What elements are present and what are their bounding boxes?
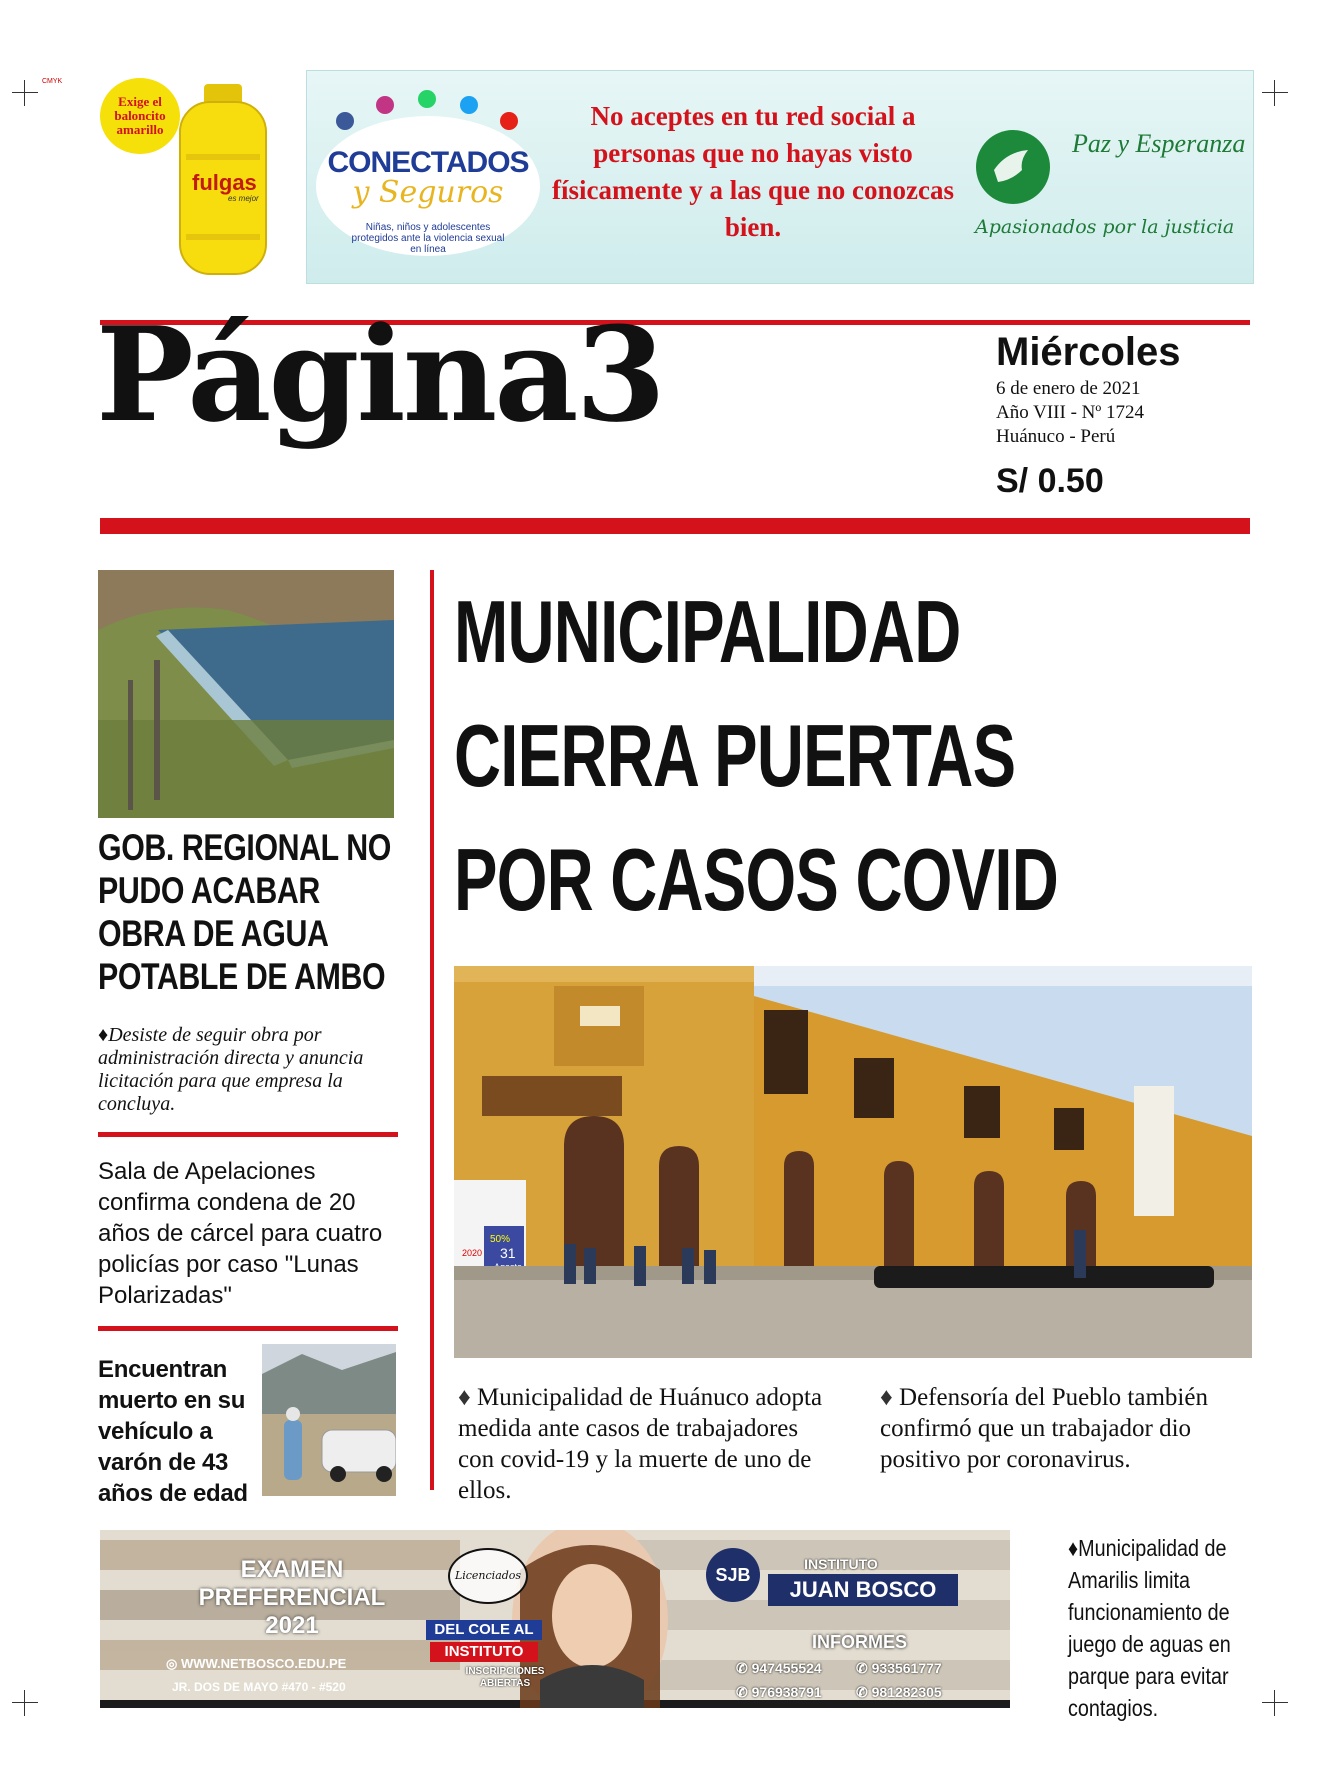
institute-name: JUAN BOSCO: [768, 1574, 958, 1606]
campaign-message: No aceptes en tu red social a personas que no hayas visto físicamente y a las que no conozcas bien.: [552, 101, 954, 242]
phone-number[interactable]: [736, 1656, 856, 1680]
column-rule: [430, 570, 434, 1490]
institute-label: INSTITUTO: [804, 1556, 878, 1572]
twitter-icon: [460, 96, 478, 114]
info-label: INFORMES: [812, 1632, 908, 1652]
issue-location: Huánuco - Perú: [996, 426, 1116, 447]
institute-logo-icon: SJB: [706, 1548, 760, 1602]
main-bullet-text: Defensoría del Pueblo también confirmó que un trabajador dio positivo por coronavirus.: [880, 1384, 1208, 1473]
facebook-icon: [336, 112, 354, 130]
story-teaser[interactable]: Sala de Apelaciones confirma condena de 20 años de cárcel para cuatro policías por caso "Lunas Polarizadas": [98, 1158, 383, 1309]
water-reservoir-photo[interactable]: [98, 570, 394, 818]
newspaper-title[interactable]: Página3: [96, 298, 663, 451]
issue-price: S/ 0.50: [996, 462, 1104, 500]
phone-number[interactable]: [736, 1680, 856, 1704]
gas-brand: fulgas: [192, 170, 257, 195]
address: JR. DOS DE MAYO #470 - #520: [172, 1680, 346, 1694]
whatsapp-icon: ✆: [736, 1684, 752, 1700]
crop-mark: [1262, 80, 1288, 106]
story-headline[interactable]: GOB. REGIONAL NO PUDO ACABAR OBRA DE AGUA POTABLE DE AMBO: [98, 827, 391, 997]
exam-line: 2021: [265, 1612, 319, 1639]
section-divider: [98, 1326, 398, 1331]
sign-date: 31: [500, 1245, 516, 1261]
campaign-logo: [316, 78, 540, 274]
phone-number-text: 933561777: [871, 1660, 942, 1676]
masthead-rule-bottom: [100, 518, 1250, 534]
exam-title: [192, 1556, 392, 1640]
vehicle-photo[interactable]: [262, 1344, 396, 1496]
enroll-text: INSCRIPCIONES ABIERTAS: [465, 1666, 545, 1689]
institute-ad[interactable]: [100, 1530, 1010, 1708]
dove-icon: [976, 130, 1050, 204]
issue-edition: Año VIII - Nº 1724: [996, 402, 1145, 423]
issue-date: 6 de enero de 2021: [996, 378, 1141, 399]
gas-slogan: es mejor: [228, 194, 259, 203]
municipal-building-photo[interactable]: [454, 966, 1252, 1358]
sign-year: 2020: [462, 1248, 483, 1258]
phone-number[interactable]: [856, 1656, 966, 1680]
phone-number-text: 947455524: [751, 1660, 822, 1676]
instagram-icon: [376, 96, 394, 114]
crop-mark: [12, 1690, 38, 1716]
story-teaser[interactable]: Encuentran muerto en su vehículo a varón de 43 años de edad: [98, 1356, 248, 1507]
main-bullet-text: Municipalidad de Huánuco adopta medida ante casos de trabajadores con covid-19 y la muerte de uno de ellos.: [458, 1384, 823, 1504]
phone-number-text: 976938791: [751, 1684, 822, 1700]
licensed-badge: Licenciados: [448, 1548, 528, 1604]
crop-mark: [12, 80, 38, 106]
website-link[interactable]: [166, 1656, 346, 1672]
promo-line: DEL COLE AL: [426, 1620, 542, 1640]
phone-list: [736, 1656, 976, 1704]
exam-line: EXAMEN: [240, 1556, 344, 1583]
side-bullet-story[interactable]: ♦Municipalidad de Amarilis limita funcionamiento de juego de aguas en parque para evitar contagios.: [1068, 1535, 1231, 1721]
main-bullet: [880, 1382, 1250, 1475]
print-color-mark: CMYK: [42, 78, 63, 85]
gas-ad[interactable]: [100, 78, 280, 282]
youtube-icon: [500, 112, 518, 130]
campaign-subtitle: Niñas, niños y adolescentes protegidos ante la violencia sexual en línea: [351, 222, 505, 255]
promo-line: INSTITUTO: [430, 1642, 538, 1662]
campaign-title: CONECTADOS: [327, 146, 529, 179]
main-headline-line: MUNICIPALIDAD: [454, 582, 961, 681]
whatsapp-icon: ✆: [736, 1660, 752, 1676]
whatsapp-icon: ✆: [856, 1660, 872, 1676]
gas-bubble: Exige el baloncito amarillo: [100, 78, 180, 154]
phone-number-text: 981282305: [871, 1684, 942, 1700]
bullet-diamond: ♦: [458, 1384, 471, 1411]
bullet-diamond: ♦: [880, 1384, 893, 1411]
section-divider: [98, 1132, 398, 1137]
issue-day: Miércoles: [996, 330, 1181, 374]
main-headline-line: POR CASOS COVID: [454, 830, 1059, 929]
globe-icon: ◎: [166, 1656, 181, 1671]
campaign-title-script: y Seguros: [352, 175, 504, 210]
whatsapp-icon: [418, 90, 436, 108]
main-headline-line: CIERRA PUERTAS: [454, 706, 1016, 805]
phone-number[interactable]: [856, 1680, 966, 1704]
main-headline[interactable]: [454, 570, 1253, 942]
story-subhead: ♦Desiste de seguir obra por administración directa y anuncia licitación para que empresa la concluya.: [98, 1024, 364, 1115]
org-tagline: Apasionados por la justicia: [975, 216, 1235, 238]
main-bullet: [458, 1382, 838, 1506]
website-text: WWW.NETBOSCO.EDU.PE: [180, 1656, 347, 1671]
org-name: Paz y Esperanza: [1072, 129, 1246, 158]
whatsapp-icon: ✆: [856, 1684, 872, 1700]
crop-mark: [1262, 1690, 1288, 1716]
sign-amount: 50%: [490, 1234, 511, 1245]
exam-line: PREFERENCIAL: [198, 1584, 386, 1611]
